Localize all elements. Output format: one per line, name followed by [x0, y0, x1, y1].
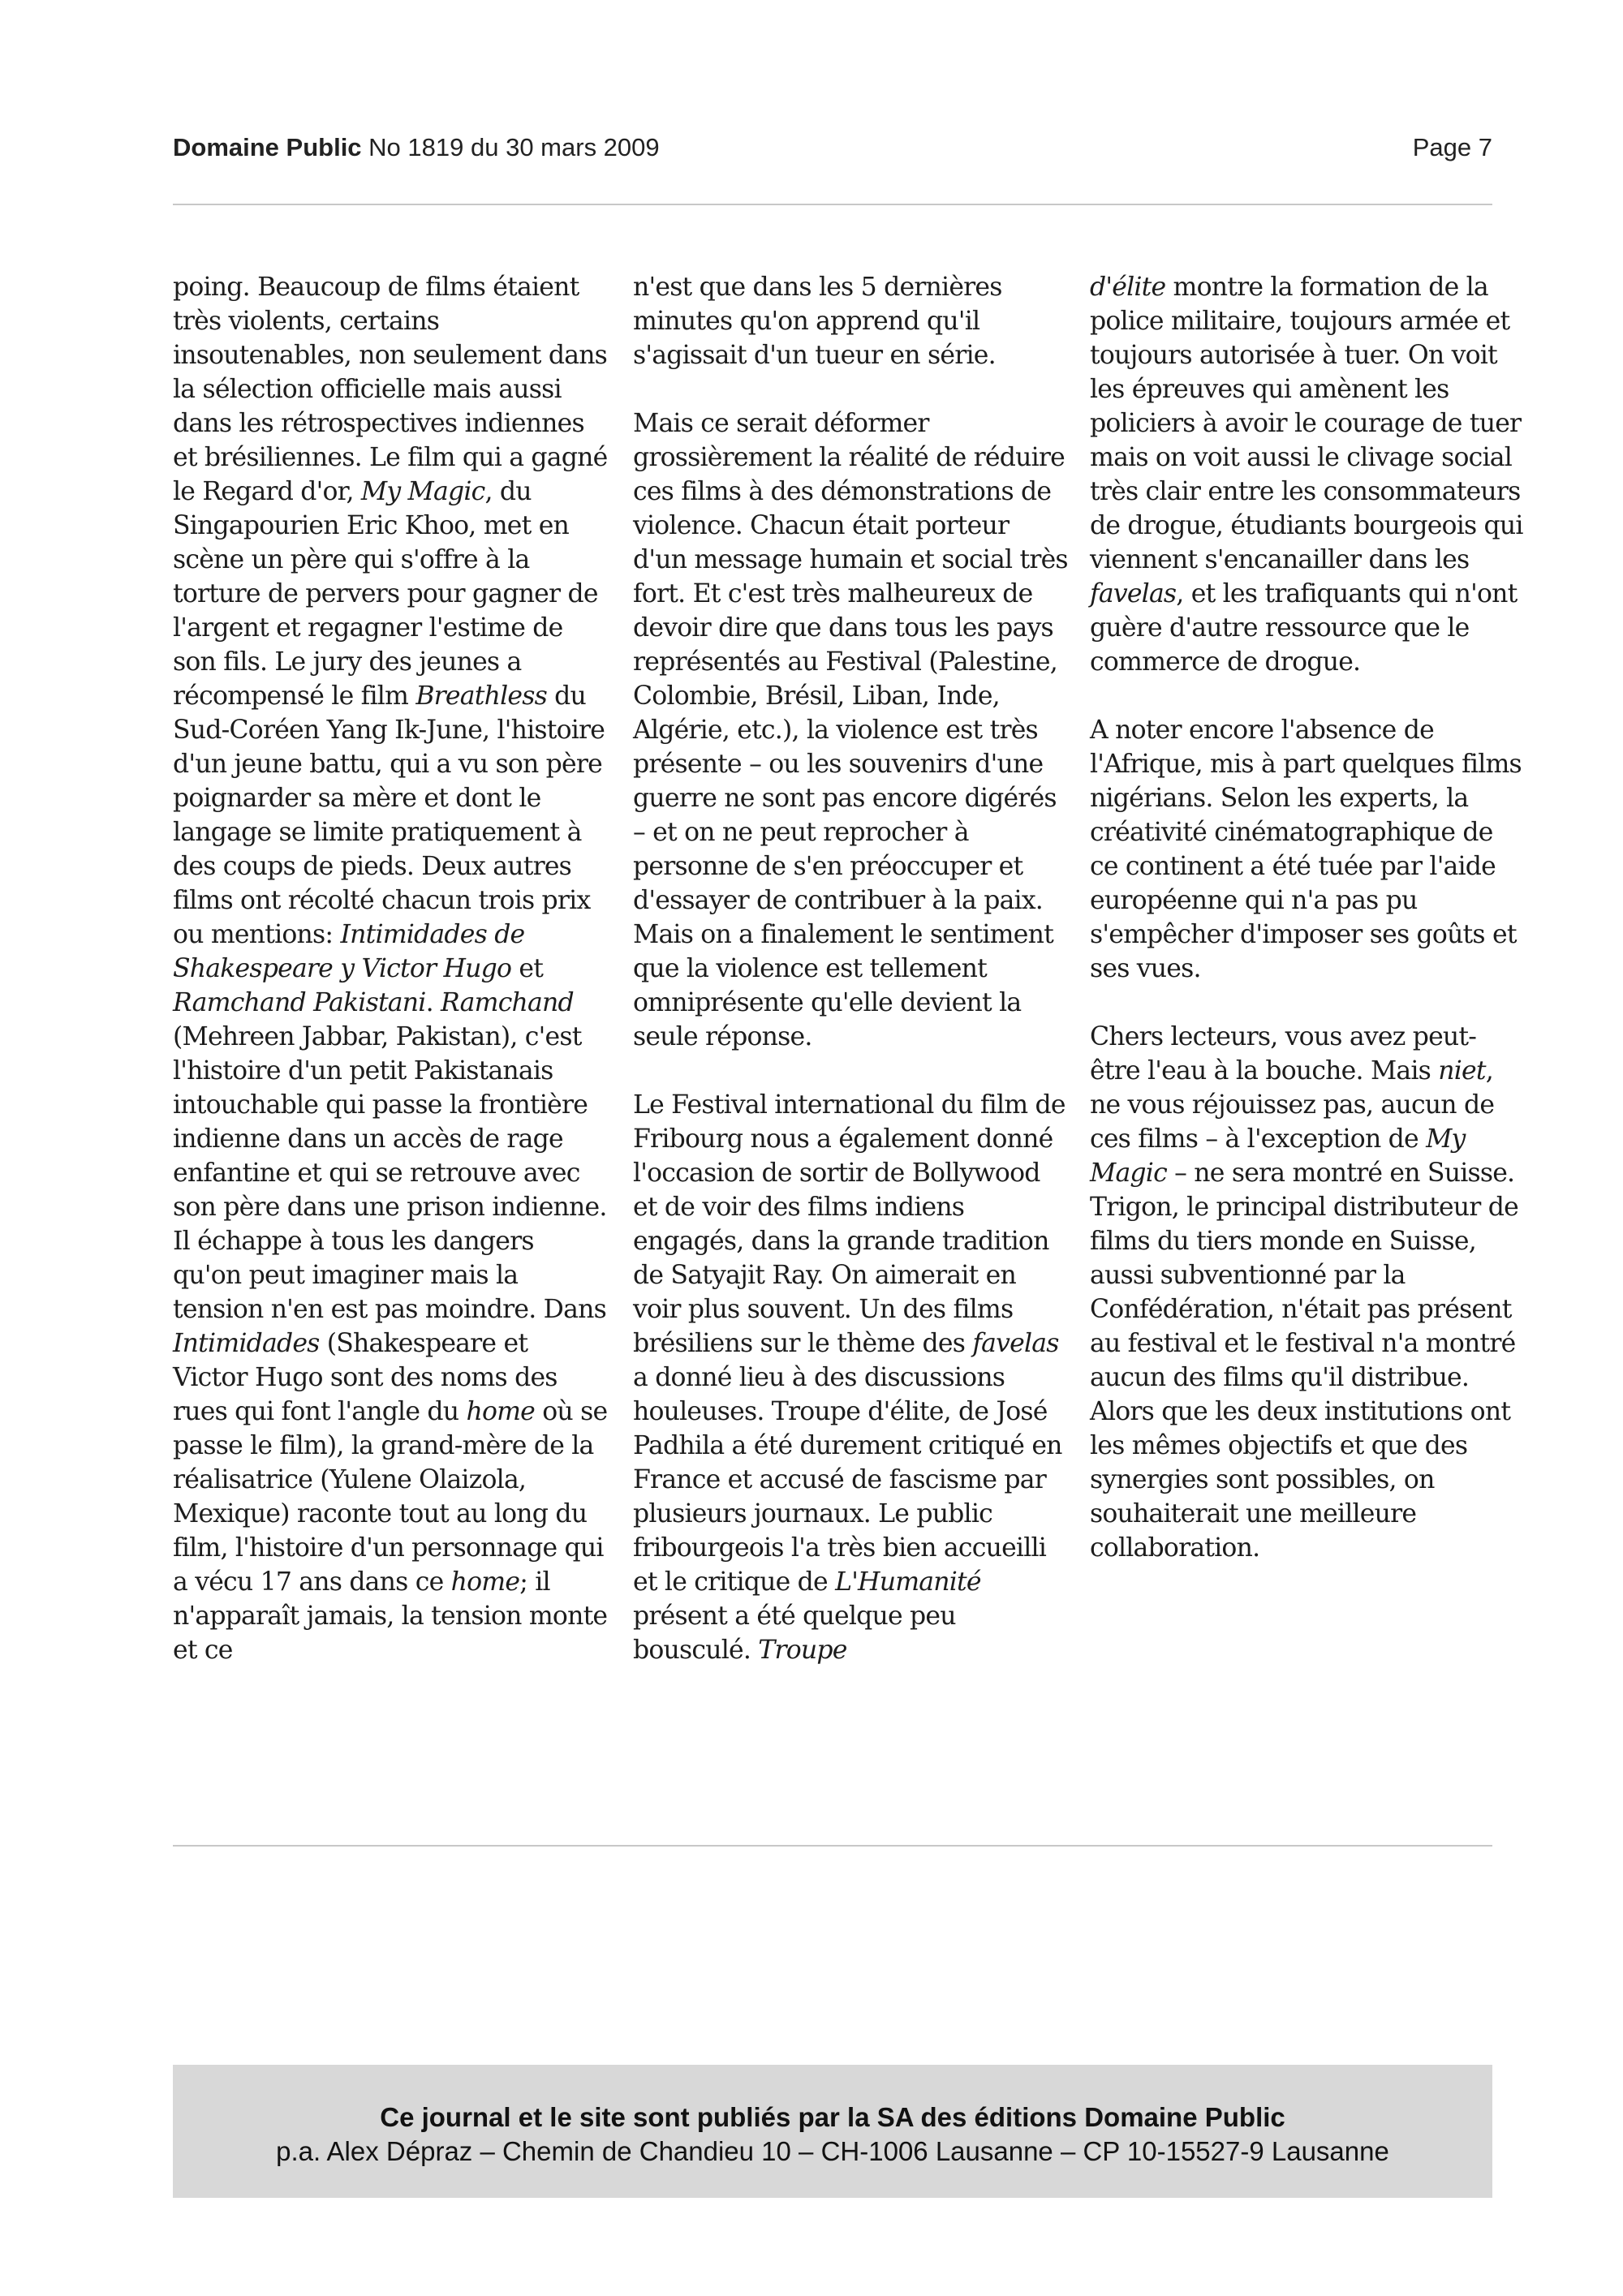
italic-text: home: [466, 1397, 536, 1426]
text-run: ; il n'apparaît jamais, la tension monte et ce: [173, 1567, 608, 1665]
article-column-2: [633, 270, 1068, 1701]
text-run: , et les trafiquants qui n'ont guère d'autre ressource que le commerce de drogue.: [1090, 579, 1518, 677]
italic-text: My Magic: [1090, 1124, 1466, 1188]
publisher-address: p.a. Alex Dépraz – Chemin de Chandieu 10 – CH-1006 Lausanne – CP 10-15527-9 Lausanne: [276, 2136, 1389, 2166]
italic-text: Ramchand: [441, 988, 574, 1017]
italic-text: L'Humanité: [835, 1567, 981, 1597]
italic-text: favelas: [972, 1329, 1059, 1358]
text-run: où se passe le film), la grand-mère de la réalisatrice (Yulene Olaizola, Mexique) raconte tout au long du film, l'histoire d'un personnage qui a vécu 17 ans dans ce: [173, 1397, 608, 1597]
text-run: – ne sera montré en Suisse. Trigon, le principal distributeur de films du tiers monde en Suisse, aussi subventionné par la Confédération, n'était pas présent au festival et le festival n'a montré aucun des films qu'il distribue. Alors que les deux institutions ont les mêmes objectifs et que des synergies sont possibles, on souhaiterait une meilleure collaboration.: [1090, 1159, 1518, 1563]
paragraph: [1090, 1020, 1525, 1565]
italic-text: My Magic: [360, 477, 485, 506]
text-run: a donné lieu à des discussions houleuses. Troupe d'élite, de José Padhila a été durement critiqué en France et accusé de fascisme par plusieurs journaux. Le public fribourgeois l'a très bien accueilli et le critique de: [633, 1363, 1062, 1597]
italic-text: niet: [1438, 1056, 1486, 1086]
publication-name: Domaine Public: [173, 133, 362, 161]
paragraph: [1090, 713, 1525, 986]
article-column-1: [173, 270, 608, 1701]
paragraph: [173, 270, 608, 1667]
issue-info: No 1819 du 30 mars 2009: [368, 133, 660, 161]
text-run: du Sud-Coréen Yang Ik-June, l'histoire d'un jeune battu, qui a vu son père poignarder sa mère et dont le langage se limite pratiquement à des coups de pieds. Deux autres films ont récolté chacun trois prix ou mentions:: [173, 681, 605, 949]
article-column-3: [1090, 270, 1525, 1599]
text-run: n'est que dans les 5 dernières minutes qu'on apprend qu'il s'agissait d'un tueur en série.: [633, 273, 1002, 370]
text-run: (Mehreen Jabbar, Pakistan), c'est l'histoire d'un petit Pakistanais intouchable qui passe la frontière indienne dans un accès de rage enfantine et qui se retrouve avec son père dans une prison indienne. Il échappe à tous les dangers qu'on peut imaginer mais la tension n'en est pas moindre. Dans: [173, 1022, 607, 1324]
text-run: A noter encore l'absence de l'Afrique, mis à part quelques films nigérians. Selon les experts, la créativité cinématographique de ce continent a été tuée par l'aide européenne qui n'a pas pu s'empêcher d'imposer ses goûts et ses vues.: [1090, 716, 1522, 983]
italic-text: d'élite: [1090, 273, 1166, 302]
paragraph: [633, 1088, 1068, 1667]
text-run: et: [511, 954, 544, 983]
publisher-statement: Ce journal et le site sont publiés par la SA des éditions Domaine Public: [380, 2102, 1285, 2132]
text-run: présent a été quelque peu bousculé.: [633, 1602, 956, 1665]
paragraph: [633, 406, 1068, 1054]
text-run: poing. Beaucoup de films étaient très violents, certains insoutenables, non seulement dans la sélection officielle mais aussi dans les rétrospectives indiennes et brésiliennes. Le film qui a gagné le Regard d'or,: [173, 273, 608, 506]
italic-text: Intimidades de Shakespeare y Victor Hugo: [173, 920, 525, 983]
publisher-footer: [173, 2065, 1492, 2198]
italic-text: favelas: [1090, 579, 1177, 608]
italic-text: home: [450, 1567, 520, 1597]
text-run: , ne vous réjouissez pas, aucun de ces films – à l'exception de: [1090, 1056, 1495, 1154]
italic-text: Troupe: [758, 1636, 847, 1665]
text-run: Le Festival international du film de Fribourg nous a également donné l'occasion de sortir de Bollywood et de voir des films indiens engagés, dans la grande tradition de Satyajit Ray. On aimerait en voir plus souvent. Un des films brésiliens sur le thème des: [633, 1090, 1065, 1358]
text-run: (Shakespeare et Victor Hugo sont des noms des rues qui font l'angle du: [173, 1329, 558, 1426]
italic-text: Ramchand Pakistani: [173, 988, 426, 1017]
italic-text: Intimidades: [173, 1329, 320, 1358]
page-number: Page 7: [1412, 133, 1492, 161]
text-run: .: [425, 988, 441, 1017]
text-run: Mais ce serait déformer grossièrement la réalité de réduire ces films à des démonstrations de violence. Chacun était porteur d'un message humain et social très fort. Et c'est très malheureux de devoir dire que dans tous les pays représentés au Festival (Palestine, Colombie, Brésil, Liban, Inde, Algérie, etc.), la violence est très présente – ou les souvenirs d'une guerre ne sont pas encore digérés – et on ne peut reprocher à personne de s'en préoccuper et d'essayer de contribuer à la paix. Mais on a finalement le sentiment que la violence est tellement omniprésente qu'elle devient la seule réponse.: [633, 409, 1068, 1051]
paragraph: [633, 270, 1068, 372]
content-divider: [173, 1845, 1492, 1847]
text-run: Chers lecteurs, vous avez peut-être l'eau à la bouche. Mais: [1090, 1022, 1477, 1086]
paragraph: [1090, 270, 1525, 679]
text-run: , du Singapourien Eric Khoo, met en scène un père qui s'offre à la torture de pervers pour gagner de l'argent et regagner l'estime de son fils. Le jury des jeunes a récompensé le film: [173, 477, 598, 711]
text-run: montre la formation de la police militaire, toujours armée et toujours autorisée à tuer. On voit les épreuves qui amènent les policiers à avoir le courage de tuer mais on voit aussi le clivage social très clair entre les consommateurs de drogue, étudiants bourgeois qui viennent s'encanailler dans les: [1090, 273, 1523, 574]
header-divider: [173, 204, 1492, 205]
page-header: [173, 133, 1492, 169]
italic-text: Breathless: [415, 681, 547, 711]
